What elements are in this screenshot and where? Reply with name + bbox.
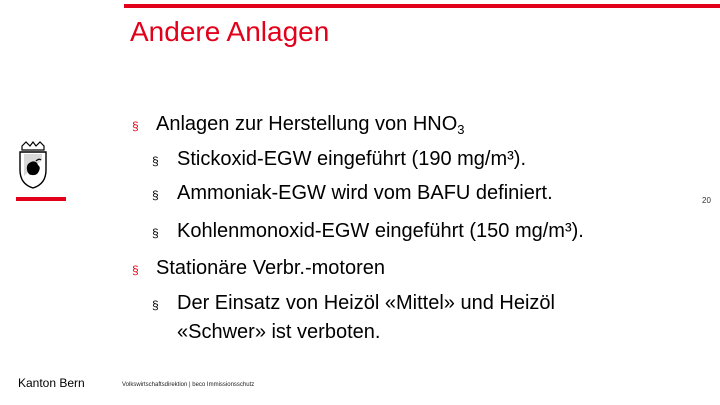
bullet-text: Stationäre Verbr.-motoren — [156, 257, 386, 279]
bullet-marker: § — [132, 119, 139, 133]
bullet-marker: § — [152, 188, 159, 202]
bullet-marker: § — [152, 226, 159, 240]
bullet-marker: § — [152, 154, 159, 168]
footer-canton: Kanton Bern — [18, 376, 85, 390]
bullet-marker: § — [132, 263, 139, 277]
bullet-text: Anlagen zur Herstellung von $HNO_3$ — [156, 113, 465, 137]
bullet-text: Stickoxid-EGW eingeführt (190 mg/m³). — [177, 148, 526, 170]
bullet-text-line-2: «Schwer» ist verboten. — [177, 321, 381, 343]
bullet-text-line-1: Der Einsatz von Heizöl «Mittel» und Heizöl — [177, 292, 555, 314]
slide-number: 20 — [702, 196, 711, 205]
bullet-text: Ammoniak-EGW wird vom BAFU definiert. — [177, 182, 553, 204]
slide-title: Andere Anlagen — [130, 16, 330, 47]
bullet-marker: § — [152, 298, 159, 312]
bullet-text: Kohlenmonoxid-EGW eingeführt (150 mg/m³). — [177, 220, 584, 242]
footer-department: Volkswirtschaftsdirektion | beco Immissionsschutz — [122, 382, 255, 388]
